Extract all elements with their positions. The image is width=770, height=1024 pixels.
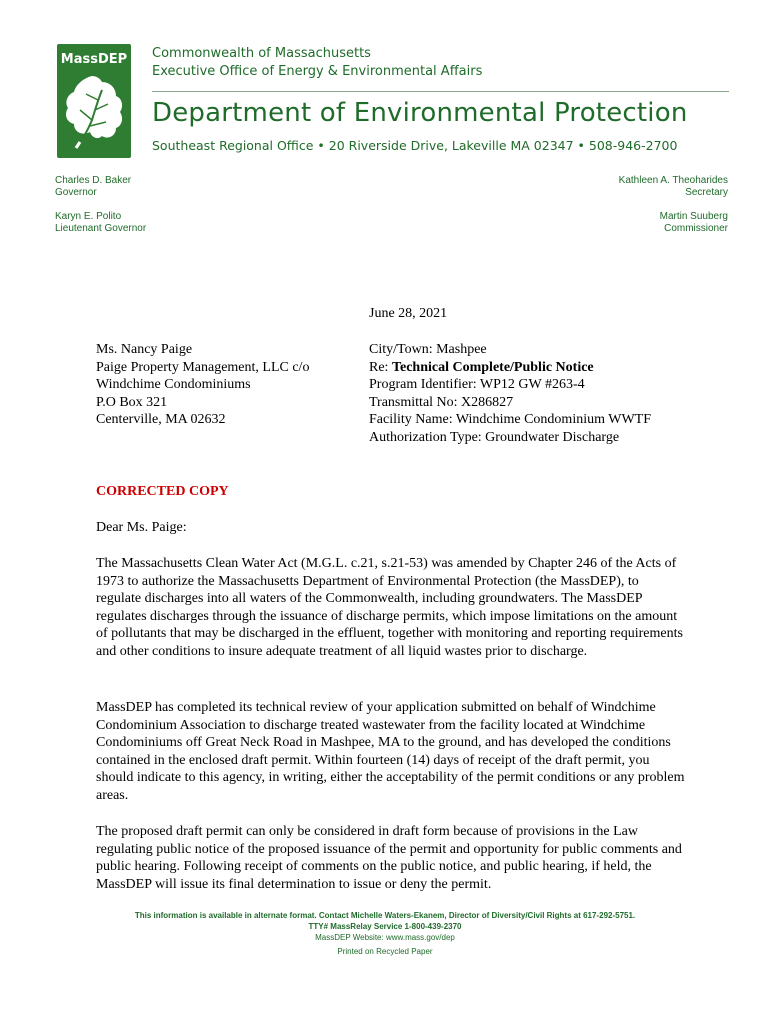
corrected-copy-label: CORRECTED COPY [96,484,229,499]
footer-accessibility: This information is available in alternate format. Contact Michelle Waters-Ekanem, Director of Diversity/Civil Rights at 617-292-5751. [134,911,636,920]
recipient-line: Paige Property Management, LLC c/o [96,359,310,375]
letterhead-office-address: Southeast Regional Office • 20 Riverside Drive, Lakeville MA 02347 • 508-946-2700 [152,138,678,153]
body-paragraph: The proposed draft permit can only be considered in draft form because of provisions in the Law regulating public notice of the proposed issuance of the permit and opportunity for public comments and public hearing. Following receipt of comments on the public notice, and public hearing, if held, the MassDEP will issue its final determination to issue or deny the permit. [96,824,682,892]
recipient-line: P.O Box 321 [96,394,168,410]
footer-tty: TTY# MassRelay Service 1-800-439-2370 [308,922,462,931]
logo-text: MassDEP [60,52,128,67]
body-paragraph: MassDEP has completed its technical review of your application submitted on behalf of Windchime Condominium Association to discharge treated wastewater from the facility located at Windchime Condominiums off Great Neck Road in Mashpee, MA to the ground, and has developed the conditions contained in the enclosed draft permit. Within fourteen (14) days of receipt of the draft permit, you should indicate to this agency, in writing, either the acceptability of the permit conditions or any problem areas. [96,700,685,803]
recipient-line: Ms. Nancy Paige [96,342,193,357]
reference-facility: Facility Name: Windchime Condominium WWTF [369,412,651,428]
recipient-address [96,341,309,429]
footer-recycled: Printed on Recycled Paper [337,947,433,956]
reference-authorization: Authorization Type: Groundwater Discharge [369,429,620,445]
letterhead-department: Department of Environmental Protection [152,98,688,128]
recipient-line: Centerville, MA 02632 [96,412,226,428]
reference-block [369,341,651,447]
reference-subject: Re: Technical Complete/Public Notice [369,359,594,375]
letterhead-commonwealth: Commonwealth of Massachusetts [152,46,371,61]
official-governor: Charles D. Baker Governor [55,175,132,198]
official-lieutenant-governor: Karyn E. Polito Lieutenant Governor [55,211,147,234]
official-commissioner: Martin Suuberg Commissioner [659,211,728,234]
body-paragraph: The Massachusetts Clean Water Act (M.G.L. c.21, s.21-53) was amended by Chapter 246 of the Acts of 1973 to authorize the Massachusetts Department of Environmental Protection (the MassDEP), to regulate discharges into all waters of the Commonwealth, including groundwaters. The MassDEP regulates discharges through the issuance of discharge permits, which impose limitations on the amount of pollutants that may be discharged in the effluent, together with monitoring and reporting requirements and other conditions to insure adequate treatment of all liquid wastes prior to discharge. [96,556,683,659]
reference-city: City/Town: Mashpee [369,342,487,357]
salutation: Dear Ms. Paige: [96,520,187,535]
reference-program: Program Identifier: WP12 GW #263-4 [369,377,585,393]
footer-website: MassDEP Website: www.mass.gov/dep [315,933,455,942]
letterhead-divider [152,91,729,92]
recipient-line: Windchime Condominiums [96,377,251,393]
oak-leaf-icon [62,70,126,152]
letterhead-executive-office: Executive Office of Energy & Environmental Affairs [152,64,483,79]
reference-transmittal: Transmittal No: X286827 [369,394,514,410]
letter-date: June 28, 2021 [369,306,448,321]
official-secretary: Kathleen A. Theoharides Secretary [618,175,728,198]
